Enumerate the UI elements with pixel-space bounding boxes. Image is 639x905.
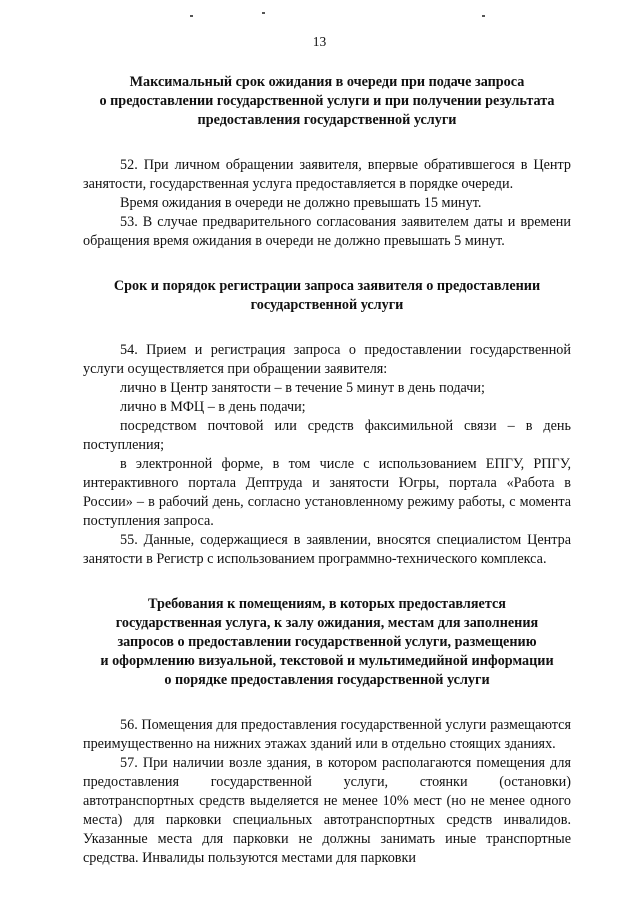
list-item-post-fax: посредством почтовой или средств факсимильной связи – в день поступления; [83,418,571,453]
paragraph-57: 57. При наличии возле здания, в котором располагаются помещения для предоставления государственной услуги, стоянки (остановки) автотранспортных средств выделяется не менее 10% мест (но не менее одного места) для парковки специальных автотранспортных средств инвалидов. Указанные места для парковки не должны занимать иные транспортные средства. Инвалиды пользуются местами для парковки [83,755,571,866]
section-heading-registration [83,277,571,315]
paragraph-52: 52. При личном обращении заявителя, впервые обратившегося в Центр занятости, государственная услуга предоставляется в порядке очереди. [83,157,571,192]
heading-line: о порядке предоставления государственной услуги [164,672,490,688]
section-heading-premises [83,595,571,690]
heading-line: и оформлению визуальной, текстовой и мультимедийной информации [100,653,554,669]
scan-mark [482,15,485,17]
list-item-in-person-center: лично в Центр занятости – в течение 5 минут в день подачи; [120,380,485,396]
list-item-electronic: в электронной форме, в том числе с использованием ЕПГУ, РПГУ, интерактивного портала Дептруда и занятости Югры, портала «Работа в России» – в рабочий день, согласно установленному режиму работы, с момента поступления запроса. [83,456,571,529]
scan-artifacts [0,12,639,20]
paragraph-54: 54. Прием и регистрация запроса о предоставлении государственной услуги осуществляется при обращении заявителя: [83,342,571,377]
heading-line: государственная услуга, к залу ожидания, местам для заполнения [115,615,539,631]
list-item-in-person-mfc: лично в МФЦ – в день подачи; [120,399,306,415]
heading-line: Максимальный срок ожидания в очереди при подаче запроса [129,74,525,90]
paragraph-56: 56. Помещения для предоставления государственной услуги размещаются преимущественно на нижних этажах зданий или в отдельно стоящих зданиях. [83,717,571,752]
page-number: 13 [312,34,327,49]
paragraph-53: 53. В случае предварительного согласования заявителем даты и времени обращения время ожидания в очереди не должно превышать 5 минут. [83,214,571,249]
paragraph-55: 55. Данные, содержащиеся в заявлении, вносятся специалистом Центра занятости в Регистр с использованием программно-технического комплекса. [83,532,571,567]
heading-line: государственной услуги [250,297,404,313]
heading-line: запросов о предоставлении государственной услуги, размещению [117,634,537,650]
heading-line: Срок и порядок регистрации запроса заявителя о предоставлении [113,278,541,294]
scan-mark [262,12,265,14]
heading-line: о предоставлении государственной услуги и при получении результата [99,93,555,109]
heading-line: предоставления государственной услуги [197,112,457,128]
scan-mark [190,15,193,17]
section-heading-queue-time [83,73,571,130]
paragraph-wait-time: Время ожидания в очереди не должно превышать 15 минут. [120,195,482,211]
heading-line: Требования к помещениям, в которых предоставляется [148,596,506,612]
document-body [83,73,571,868]
